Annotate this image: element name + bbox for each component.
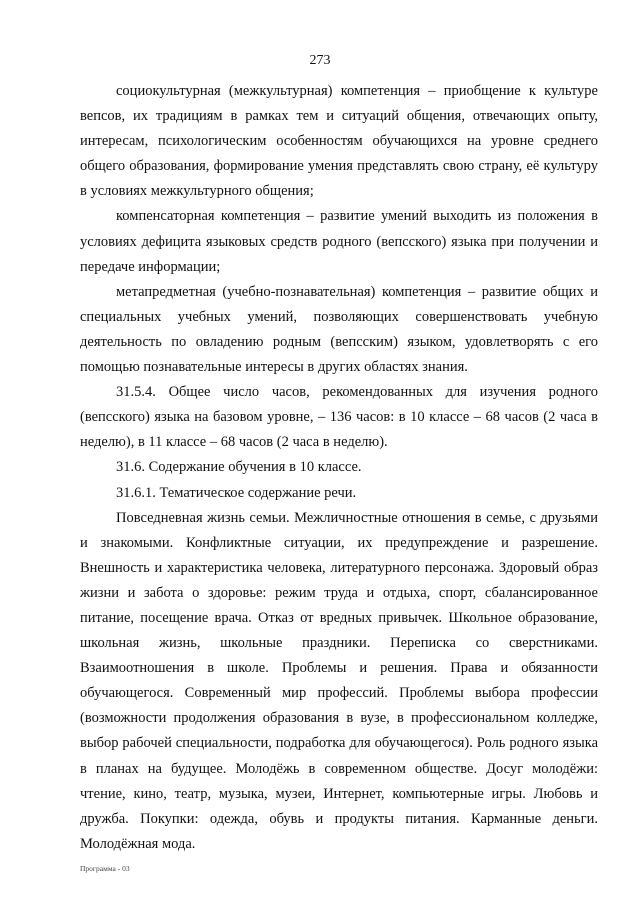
footer-program-label: Программа - 03 [80,864,130,873]
paragraph-metasubject-competence: метапредметная (учебно-познавательная) компетенция – развитие общих и специальных учебных умений, позволяющих совершенствовать учебную деятельность по овладению родным (вепсским) языком, удовлетворять с его помощью познавательные интересы в других областях знания. [80,283,598,376]
section-heading-content-grade-10: 31.6. Содержание обучения в 10 классе. [116,459,362,476]
paragraph-topics-list: Повседневная жизнь семьи. Межличностные отношения в семье, с друзьями и знакомыми. Конфликтные ситуации, их предупреждение и разрешение. Внешность и характеристика человека, литературного персонажа. Здоровый образ жизни и забота о здоровье: режим труда и отдыха, спорт, сбалансированное питание, посещение врача. Отказ от вредных привычек. Школьное образование, школьная жизнь, школьные праздники. Переписка со сверстниками. Взаимоотношения в школе. Проблемы и решения. Права и обязанности обучающегося. Современный мир профессий. Проблемы выбора профессии (возможности продолжения образования в вузе, в профессиональном колледже, выбор рабочей специальности, подработка для обучающегося). Роль родного языка в планах на будущее. Молодёжь в современном обществе. Досуг молодёжи: чтение, кино, театр, музыка, музеи, Интернет, компьютерные игры. Любовь и дружба. Покупки: одежда, обувь и продукты питания. Карманные деньги. Молодёжная мода. [80,509,598,852]
paragraph-total-hours: 31.5.4. Общее число часов, рекомендованных для изучения родного (вепсского) языка на базовом уровне, – 136 часов: в 10 классе – 68 часов (2 часа в неделю), в 11 классе – 68 часов (2 часа в неделю). [80,384,598,451]
paragraph-sociocultural-competence: социокультурная (межкультурная) компетенция – приобщение к культуре вепсов, их традициям в рамках тем и ситуаций общения, отвечающих опыту, интересам, психологическим особенностям обучающихся на уровне среднего общего образования, формирование умения представлять свою страну, её культуру в условиях межкультурного общения; [80,83,598,200]
page-number: 273 [309,53,331,68]
subsection-heading-thematic-content: 31.6.1. Тематическое содержание речи. [116,484,357,501]
paragraph-compensatory-competence: компенсаторная компетенция – развитие умений выходить из положения в условиях дефицита языковых средств родного (вепсского) языка при получении и передаче информации; [80,208,598,275]
document-body [80,79,598,857]
